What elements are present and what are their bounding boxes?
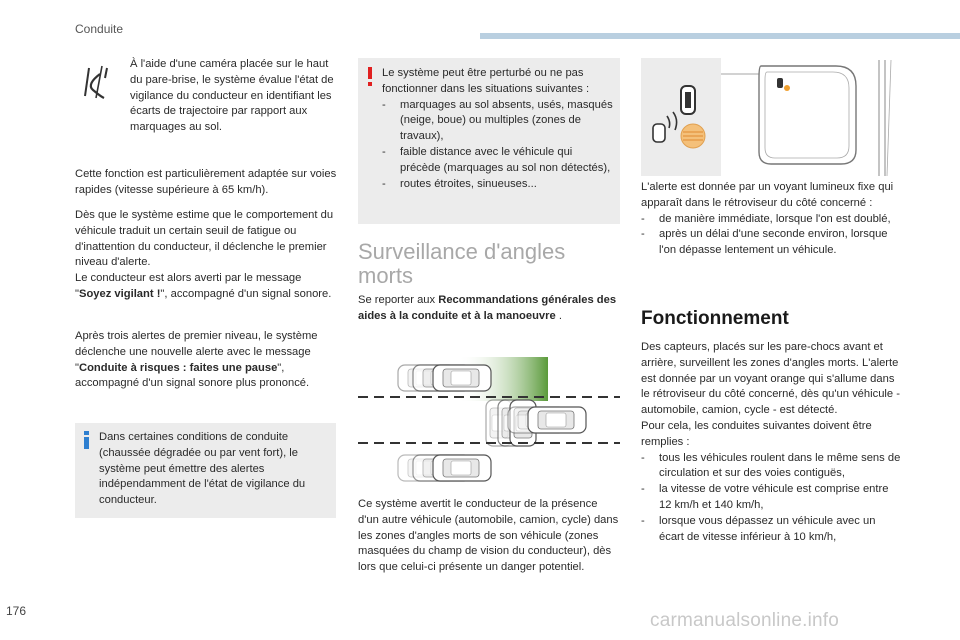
reference-text	[358, 293, 620, 325]
warning-box	[358, 58, 620, 224]
message-soyez-vigilant: Soyez vigilant !	[78, 287, 161, 300]
reference-prefix: Se reporter aux	[358, 294, 439, 306]
section-title: Surveillance d'angles morts	[358, 239, 566, 288]
paragraph-alert-level1	[75, 208, 337, 303]
info-box-text: Dans certaines conditions de conduite (chaussée dégradée ou par vent fort), le système peut émettre des alertes indépendamment de l'état de vigilance du conducteur.	[99, 431, 306, 507]
conditions-intro: Pour cela, les conduites suivantes doivent être remplies :	[641, 419, 872, 448]
paragraph-speed: Cette fonction est particulièrement adaptée sur voies rapides (vitesse supérieure à 65 km/h).	[75, 168, 337, 196]
warning-item: - routes étroites, sinueuses...	[382, 177, 614, 193]
blind-spot-illustration	[358, 355, 620, 490]
info-icon	[84, 431, 89, 449]
message-suffix: ", accompagné d'un signal sonore.	[160, 287, 332, 300]
warning-list	[382, 98, 614, 193]
warning-item: - marquages au sol absents, usés, masqués (neige, boue) ou multiples (zones de travaux),	[382, 98, 614, 145]
camera-intro: À l'aide d'une caméra placée sur le haut du pare-brise, le système évalue l'état de vigilance du conducteur en identifiant les écarts de trajectoire par rapport aux marquages au sol.	[130, 58, 334, 134]
condition-item: - lorsque vous dépassez un véhicule avec un écart de vitesse inférieur à 10 km/h,	[641, 514, 903, 546]
condition-item: - tous les véhicules roulent dans le même sens de circulation et sur des voies contiguës,	[641, 451, 903, 483]
level2-suffix: ", accompagné d'un signal sonore plus prononcé.	[75, 361, 310, 390]
blind-spot-description: Ce système avertit le conducteur de la présence d'un autre véhicule (automobile, camion, cycle) dans les zones d'angles morts de son véhicule (zones masquées du champ de vision du conducteur), dès lors que celui-ci présente un danger potentiel.	[358, 498, 619, 574]
lane-camera-icon	[82, 62, 112, 102]
condition-item: - la vitesse de votre véhicule est comprise entre 12 km/h et 140 km/h,	[641, 482, 903, 514]
alert-level1-text: Dès que le système estime que le comportement du véhicule traduit un certain seuil de fatigue ou d'inattention du conducteur, il déclenche le premier niveau d'alerte.	[75, 209, 334, 269]
message-conduite-a-risques: Conduite à risques : faites une pause	[78, 361, 278, 374]
reference-suffix: .	[555, 309, 562, 322]
level2-prefix: Après trois alertes de premier niveau, le système déclenche une nouvelle alerte avec le message "	[75, 330, 318, 374]
functioning-text: Des capteurs, placés sur les pare-chocs avant et arrière, surveillent les zones d'angles morts. L'alerte est donnée par un voyant orange qui s'allume dans le rétroviseur du côté concerné, dès qu'un véhicule - automobile, camion, cycle - est détecté.	[641, 341, 900, 417]
message-prefix: Le conducteur est alors averti par le message "	[75, 272, 302, 300]
conditions-list	[641, 451, 903, 546]
warning-item: - faible distance avec le véhicule qui précède (marquages au sol non détectés),	[382, 145, 614, 177]
watermark: carmanualsonline.info	[650, 610, 840, 631]
warning-intro: Le système peut être perturbé ou ne pas fonctionner dans les situations suivantes :	[382, 67, 590, 95]
alert-text: L'alerte est donnée par un voyant lumineux fixe qui apparaît dans le rétroviseur du côté concerné :	[641, 181, 894, 209]
running-header: Conduite	[75, 22, 124, 36]
alert-item: - après un délai d'une seconde environ, lorsque l'on dépasse lentement un véhicule.	[641, 227, 903, 259]
subsection-title: Fonctionnement	[641, 308, 789, 329]
functioning-description	[641, 340, 903, 545]
warning-icon	[367, 67, 372, 87]
reference-link: Recommandations générales des aides à la conduite et à la manoeuvre	[358, 294, 617, 322]
paragraph-alert-level2	[75, 329, 337, 392]
alert-item: - de manière immédiate, lorsque l'on est doublé,	[641, 212, 903, 228]
alert-description	[641, 180, 903, 259]
mirror-indicator-illustration	[641, 58, 903, 176]
page-number: 176	[6, 604, 27, 618]
header-bar	[480, 33, 960, 39]
alert-level1-message	[75, 271, 337, 303]
alert-list	[641, 212, 903, 259]
info-box	[75, 423, 336, 518]
